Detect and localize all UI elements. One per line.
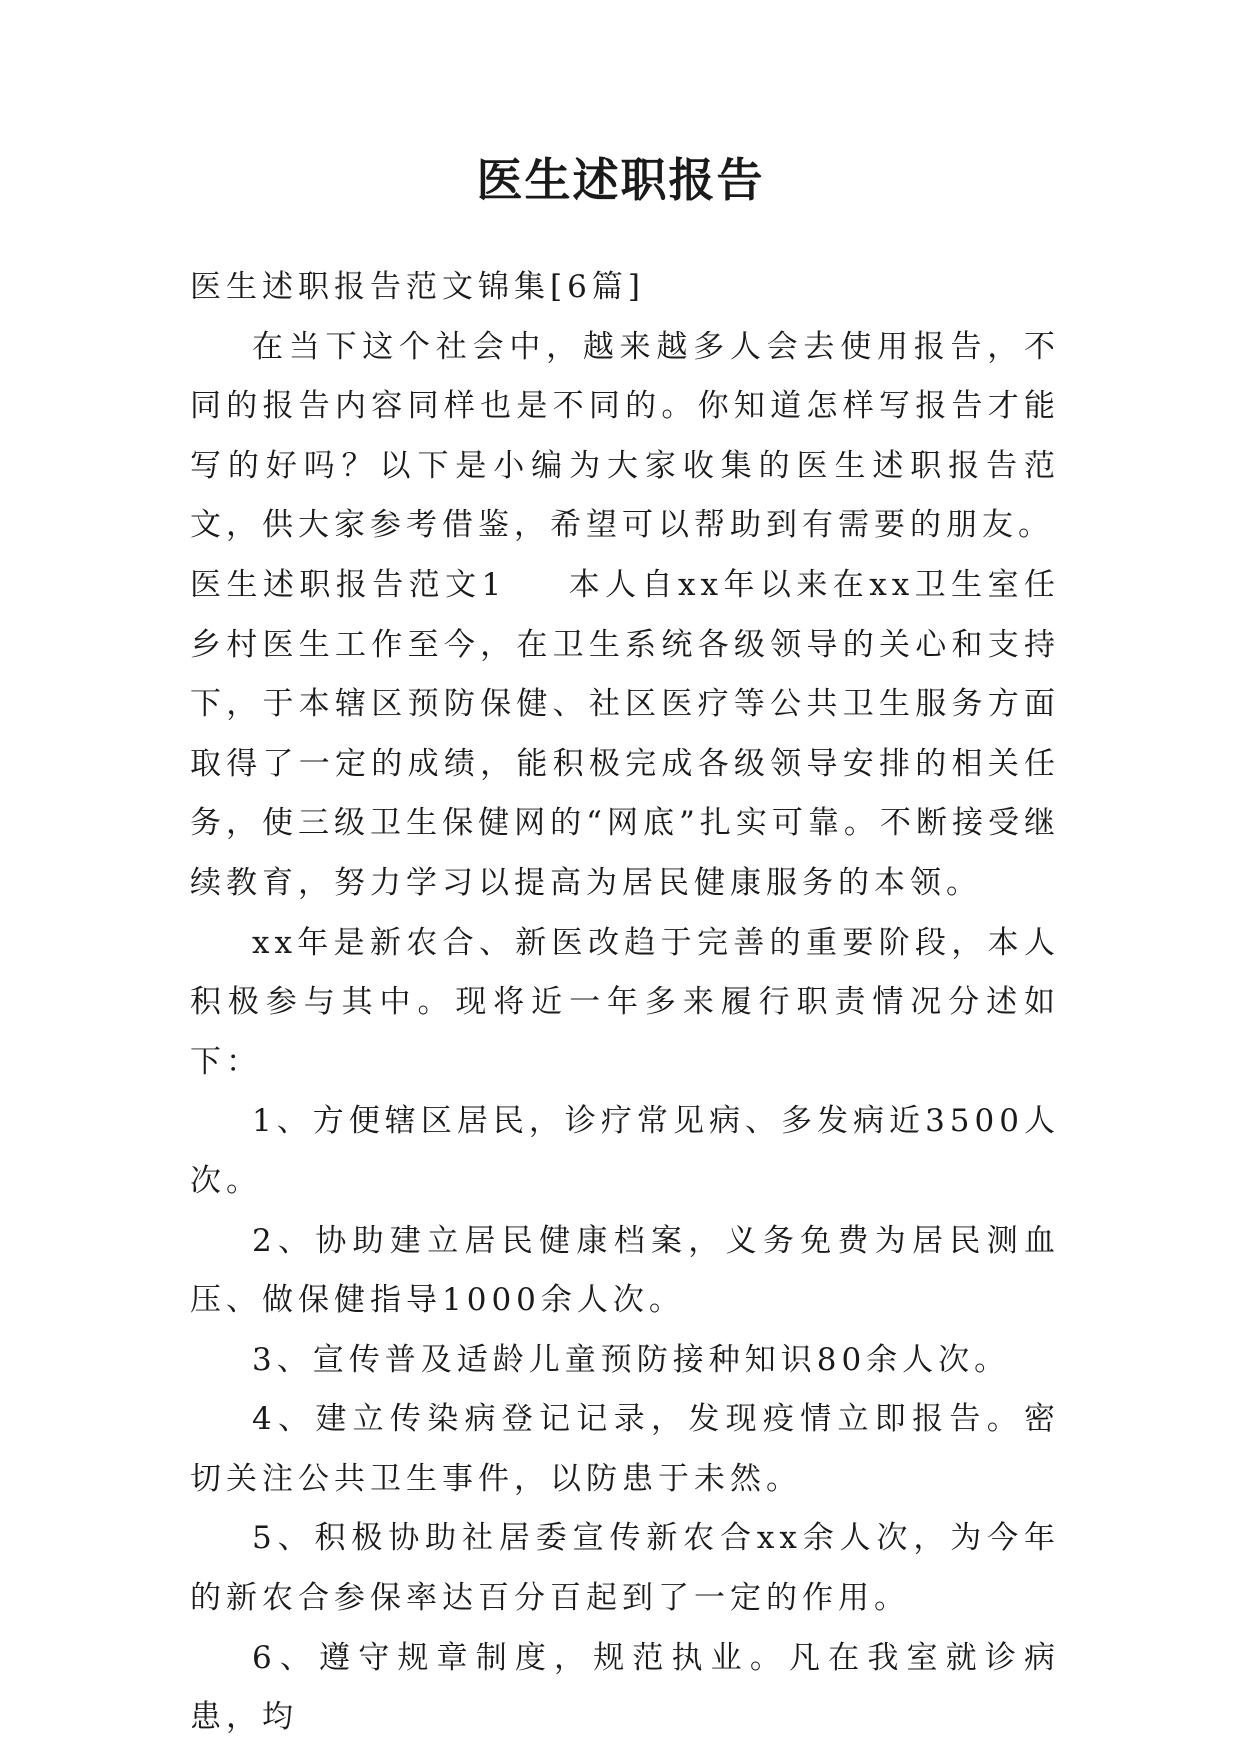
list-item-1: 1、方便辖区居民，诊疗常见病、多发病近3500人次。: [190, 1103, 1060, 1199]
section1-lead: 本人自xx年以来在xx卫生室任乡村医生工作至今，在卫生系统各级领导的关心和支持下，于本辖区预防保健、社区医疗等公共卫生服务方面取得了一定的成绩，能积极完成各级领导安排的相关任务，使三级卫生保健网的“网底”扎实可靠。不断接受继续教育，努力学习以提高为居民健康服务的本领。: [190, 566, 1060, 901]
list-item-6: 6、遵守规章制度，规范执业。凡在我室就诊病患，均: [190, 1639, 1060, 1736]
document-title: 医生述职报告: [476, 153, 765, 207]
list-item-5: 5、积极协助社居委宣传新农合xx余人次，为今年的新农合参保率达百分百起到了一定的作用。: [190, 1520, 1060, 1617]
section1-heading: 医生述职报告范文1: [190, 566, 507, 603]
paragraph-2: xx年是新农合、新医改趋于完善的重要阶段，本人积极参与其中。现将近一年多来履行职责情况分述如下：: [190, 924, 1060, 1080]
list-item-3: 3、宣传普及适龄儿童预防接种知识80余人次。: [252, 1341, 1011, 1378]
intro-paragraph: 在当下这个社会中，越来越多人会去使用报告，不同的报告内容同样也是不同的。你知道怎样写报告才能写的好吗？以下是小编为大家收集的医生述职报告范文，供大家参考借鉴，希望可以帮助到有需要的朋友。: [190, 328, 1060, 544]
document-subtitle: 医生述职报告范文锦集[6篇]: [190, 269, 645, 305]
list-item-2: 2、协助建立居民健康档案，义务免费为居民测血压、做保健指导1000余人次。: [190, 1222, 1060, 1319]
section1-paragraph: [190, 556, 1060, 914]
list-item-4: 4、建立传染病登记记录，发现疫情立即报告。密切关注公共卫生事件，以防患于未然。: [190, 1401, 1060, 1497]
document-body: [190, 258, 1060, 1748]
